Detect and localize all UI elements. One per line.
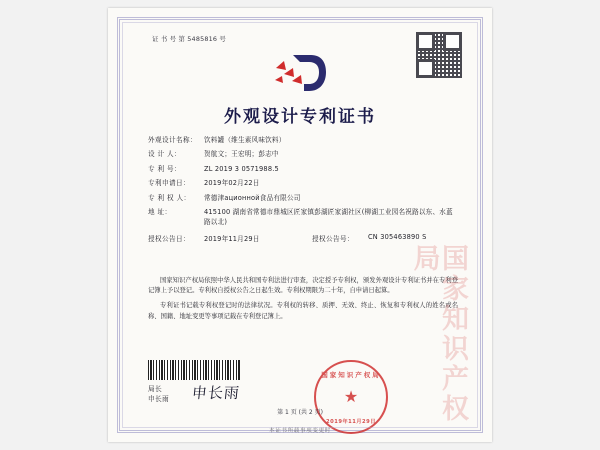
barcode [148, 360, 240, 380]
director-label-line2: 申长雨 [148, 394, 170, 403]
page-title: 外观设计专利证书 [224, 107, 376, 127]
field-label: 专 利 号： [148, 164, 181, 173]
certificate-number: 证 书 号 第 5485816 号 [152, 35, 226, 43]
director-label [148, 385, 169, 405]
certificate-fields [148, 136, 456, 249]
field-row-grant [148, 233, 456, 243]
field-row-design-name [148, 136, 456, 145]
grant-number-group [312, 233, 426, 243]
paragraph-register: 专利证书记载专利权登记时的法律状况。专利权的转移、质押、无效、终止、恢复和专利权人的姓名或名称、国籍、地址变更等事项记载在专利登记簿上。 [148, 302, 458, 320]
field-label: 专利申请日： [148, 179, 190, 188]
field-value: 415100 湖南省常德市鼎城区匠家镇彭湖匠家湖社区(柳湖工业园名祝路以东、水蓝路以北) [204, 207, 453, 226]
grant-date-group [148, 233, 312, 243]
director-signature: 申长雨 [191, 384, 241, 402]
field-row-address [148, 208, 456, 228]
paragraph-grant: 国家知识产权局依照中华人民共和国专利法进行审查，决定授予专利权，颁发外观设计专利证书并在专利登记簿上予以登记。专利权自授权公告之日起生效。专利权期限为二十年，自申请日起算。 [148, 277, 458, 295]
field-label: 授权公告号： [312, 235, 354, 244]
field-value: 2019年11月29日 [204, 235, 260, 244]
watermark-text: 国家知识产权局 [408, 244, 468, 424]
legal-paragraphs [148, 276, 458, 327]
qr-finder-top-right [443, 32, 462, 51]
director-label-line1: 局长 [148, 385, 163, 393]
field-label: 地 址： [148, 207, 172, 216]
official-seal [314, 360, 388, 434]
field-label: 授权公告日： [148, 235, 190, 244]
field-row-patent-number [148, 165, 456, 174]
cnipa-emblem-icon [108, 52, 492, 94]
field-label: 专 利 权 人： [148, 193, 191, 202]
footer-note: 本证书所载事项变更时 [269, 428, 331, 434]
field-value: 贺航文；王宏明；彭志中 [204, 150, 279, 159]
field-label: 设 计 人： [148, 150, 181, 159]
field-value: 饮料罐（维生素风味饮料） [204, 136, 286, 144]
field-value: ZL 2019 3 0571988.5 [204, 164, 279, 173]
field-value: CN 305463890 S [368, 233, 427, 242]
field-value: 常德津ационной食品有限公司 [204, 193, 301, 202]
star-icon: ★ [343, 387, 359, 406]
patent-certificate-sheet [108, 8, 492, 442]
field-row-patentee [148, 194, 456, 203]
seal-top-text: 国家知识产权局 [321, 371, 381, 379]
field-row-application-date [148, 179, 456, 188]
field-value: 2019年02月22日 [204, 179, 260, 188]
field-row-designer [148, 150, 456, 159]
field-label: 外观设计名称： [148, 136, 197, 144]
qr-finder-top-left [416, 32, 435, 51]
seal-bottom-text: 2019年11月29日 [326, 419, 376, 425]
page-number: 第 1 页 (共 2 页) [277, 409, 323, 416]
